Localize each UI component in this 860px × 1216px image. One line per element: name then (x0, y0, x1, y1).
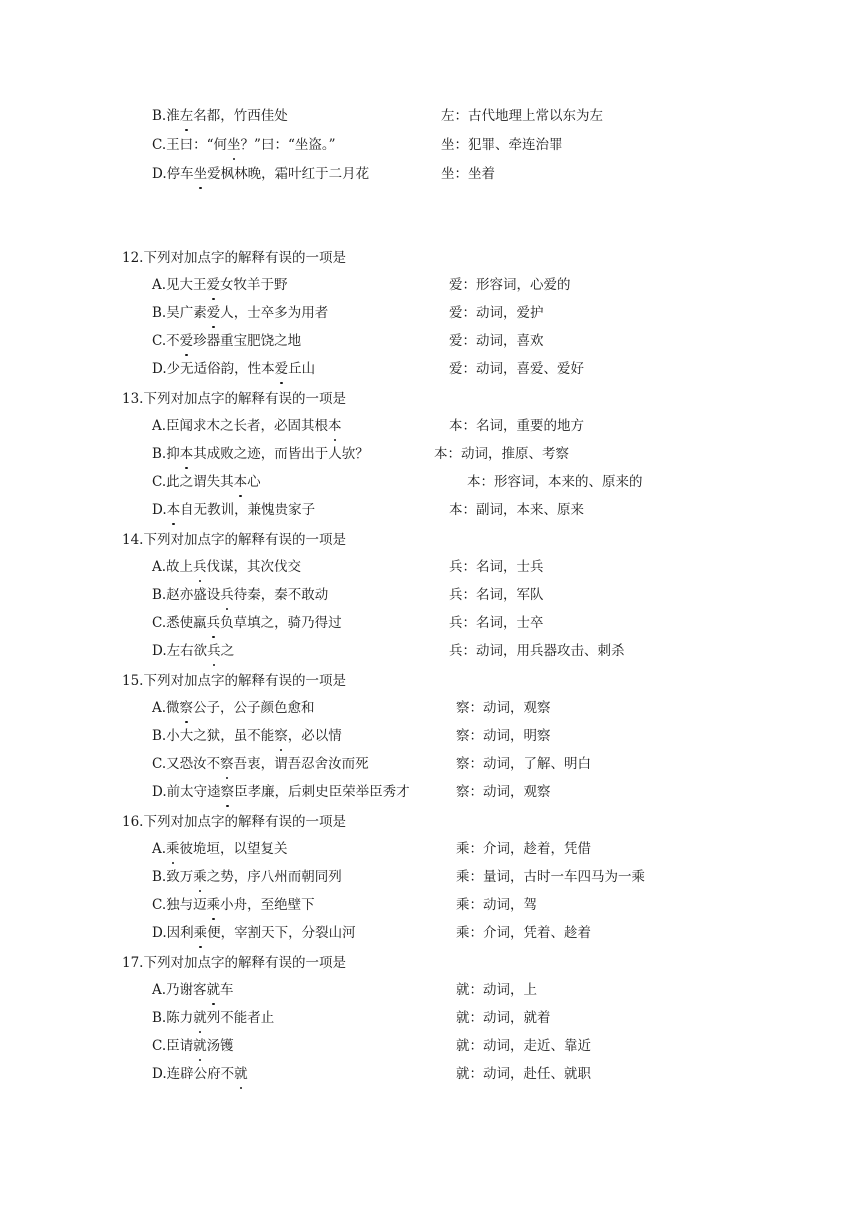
option-line: A.乃谢客就车 (152, 982, 234, 998)
dotted-char: 察 (179, 700, 194, 716)
dotted-char: 乘 (166, 841, 180, 857)
dotted-char: 乘 (206, 897, 221, 913)
explanation: 就：动词，走近、靠近 (456, 1038, 591, 1054)
question-stem: 12.下列对加点字的解释有误的一项是 (122, 250, 346, 266)
option-line: C.又恐汝不察吾衷，谓吾忍舍汝而死 (152, 756, 369, 772)
explanation: 乘：介词，凭着、趁着 (456, 925, 591, 941)
dotted-char: 本 (166, 502, 181, 518)
dotted-char: 察 (274, 728, 288, 744)
option-line: A.臣闻求木之长者，必固其根本 (152, 418, 342, 434)
explanation: 就：动词，赴任、就职 (456, 1066, 591, 1082)
option-line: C.独与迈乘小舟，至绝壁下 (152, 897, 315, 913)
option-line: B.吴广素爱人，士卒多为用者 (152, 305, 329, 321)
dotted-char: 兵 (220, 587, 234, 603)
option-line: B.陈力就列不能者止 (152, 1010, 275, 1026)
question-stem: 14.下列对加点字的解释有误的一项是 (122, 532, 346, 548)
dotted-char: 爱 (206, 277, 221, 293)
explanation: 本：形容词，本来的、原来的 (467, 474, 643, 490)
dotted-char: 本 (179, 446, 194, 462)
option-line: D.左右欲兵之 (152, 643, 235, 659)
option-line: B.淮左名都，竹西佳处 (152, 108, 288, 124)
option-line: B.抑本其成败之迹，而皆出于人欤？ (152, 446, 369, 462)
dotted-char: 兵 (193, 559, 207, 575)
explanation: 察：动词，观察 (456, 784, 551, 800)
option-line: C.臣请就汤镬 (152, 1038, 234, 1054)
option-line: C.此之谓失其本心 (152, 474, 261, 490)
dotted-char: 坐 (193, 166, 208, 182)
explanation: 爱：动词，喜爱、爱好 (449, 361, 584, 377)
dotted-char: 就 (206, 982, 221, 998)
dotted-char: 乘 (193, 869, 207, 885)
option-line: D.停车坐爱枫林晚，霜叶红于二月花 (152, 166, 370, 182)
explanation: 察：动词，观察 (456, 700, 551, 716)
option-line: C.不爱珍器重宝肥饶之地 (152, 333, 302, 349)
dotted-char: 爱 (206, 305, 221, 321)
question-stem: 16.下列对加点字的解释有误的一项是 (122, 814, 346, 830)
explanation: 乘：动词，驾 (456, 897, 537, 913)
option-line: A.故上兵伐谋，其次伐交 (152, 559, 302, 575)
explanation: 兵：名词，军队 (449, 587, 544, 603)
option-line: A.乘彼垝垣，以望复关 (152, 841, 288, 857)
explanation: 爱：动词，爱护 (449, 305, 544, 321)
explanation: 察：动词，明察 (456, 728, 551, 744)
explanation: 兵：名词，士卒 (449, 615, 544, 631)
question-stem: 13.下列对加点字的解释有误的一项是 (122, 391, 346, 407)
option-line: B.赵亦盛设兵待秦，秦不敢动 (152, 587, 329, 603)
option-line: B.小大之狱，虽不能察，必以情 (152, 728, 342, 744)
option-line: B.致万乘之势，序八州而朝同列 (152, 869, 342, 885)
dotted-char: 就 (193, 1038, 207, 1054)
dotted-char: 察 (220, 756, 234, 772)
explanation: 就：动词，就着 (456, 1010, 551, 1026)
dotted-char: 本 (233, 474, 248, 490)
dotted-char: 左 (179, 108, 194, 124)
option-line: C.王曰：“何坐？”曰：“坐盗。” (152, 137, 336, 153)
option-line: D.本自无教训，兼愧贵家子 (152, 502, 316, 518)
explanation: 本：副词，本来、原来 (449, 502, 584, 518)
explanation: 爱：动词，喜欢 (449, 333, 544, 349)
explanation: 坐：坐着 (441, 166, 495, 182)
explanation: 兵：动词，用兵器攻击、刺杀 (449, 643, 625, 659)
option-line: A.见大王爱女牧羊于野 (152, 277, 288, 293)
explanation: 坐：犯罪、牵连治罪 (441, 137, 563, 153)
dotted-char: 爱 (274, 361, 289, 377)
dotted-char: 就 (193, 1010, 207, 1026)
explanation: 本：名词，重要的地方 (449, 418, 584, 434)
dotted-char: 坐 (227, 137, 241, 153)
option-line: D.因利乘便，宰割天下，分裂山河 (152, 925, 356, 941)
option-line: D.前太守逵察臣孝廉，后刺史臣荣举臣秀才 (152, 784, 410, 800)
explanation: 乘：量词，古时一车四马为一乘 (456, 869, 645, 885)
option-line: C.悉使羸兵负草填之，骑乃得过 (152, 615, 342, 631)
question-stem: 17.下列对加点字的解释有误的一项是 (122, 955, 346, 971)
option-line: D.少无适俗韵，性本爱丘山 (152, 361, 316, 377)
explanation: 乘：介词，趁着，凭借 (456, 841, 591, 857)
dotted-char: 就 (234, 1066, 248, 1082)
explanation: 察：动词，了解、明白 (456, 756, 591, 772)
explanation: 爱：形容词，心爱的 (449, 277, 571, 293)
dotted-char: 乘 (193, 925, 208, 941)
dotted-char: 本 (328, 418, 342, 434)
explanation: 就：动词，上 (456, 982, 537, 998)
explanation: 左：古代地理上常以东为左 (441, 108, 603, 124)
option-line: D.连辟公府不就 (152, 1066, 248, 1082)
dotted-char: 兵 (207, 643, 221, 659)
dotted-char: 爱 (179, 333, 194, 349)
dotted-char: 察 (220, 784, 235, 800)
question-stem: 15.下列对加点字的解释有误的一项是 (122, 673, 346, 689)
explanation: 本：动词，推原、考察 (434, 446, 569, 462)
dotted-char: 兵 (206, 615, 221, 631)
option-line: A.微察公子，公子颜色愈和 (152, 700, 315, 716)
explanation: 兵：名词，士兵 (449, 559, 544, 575)
